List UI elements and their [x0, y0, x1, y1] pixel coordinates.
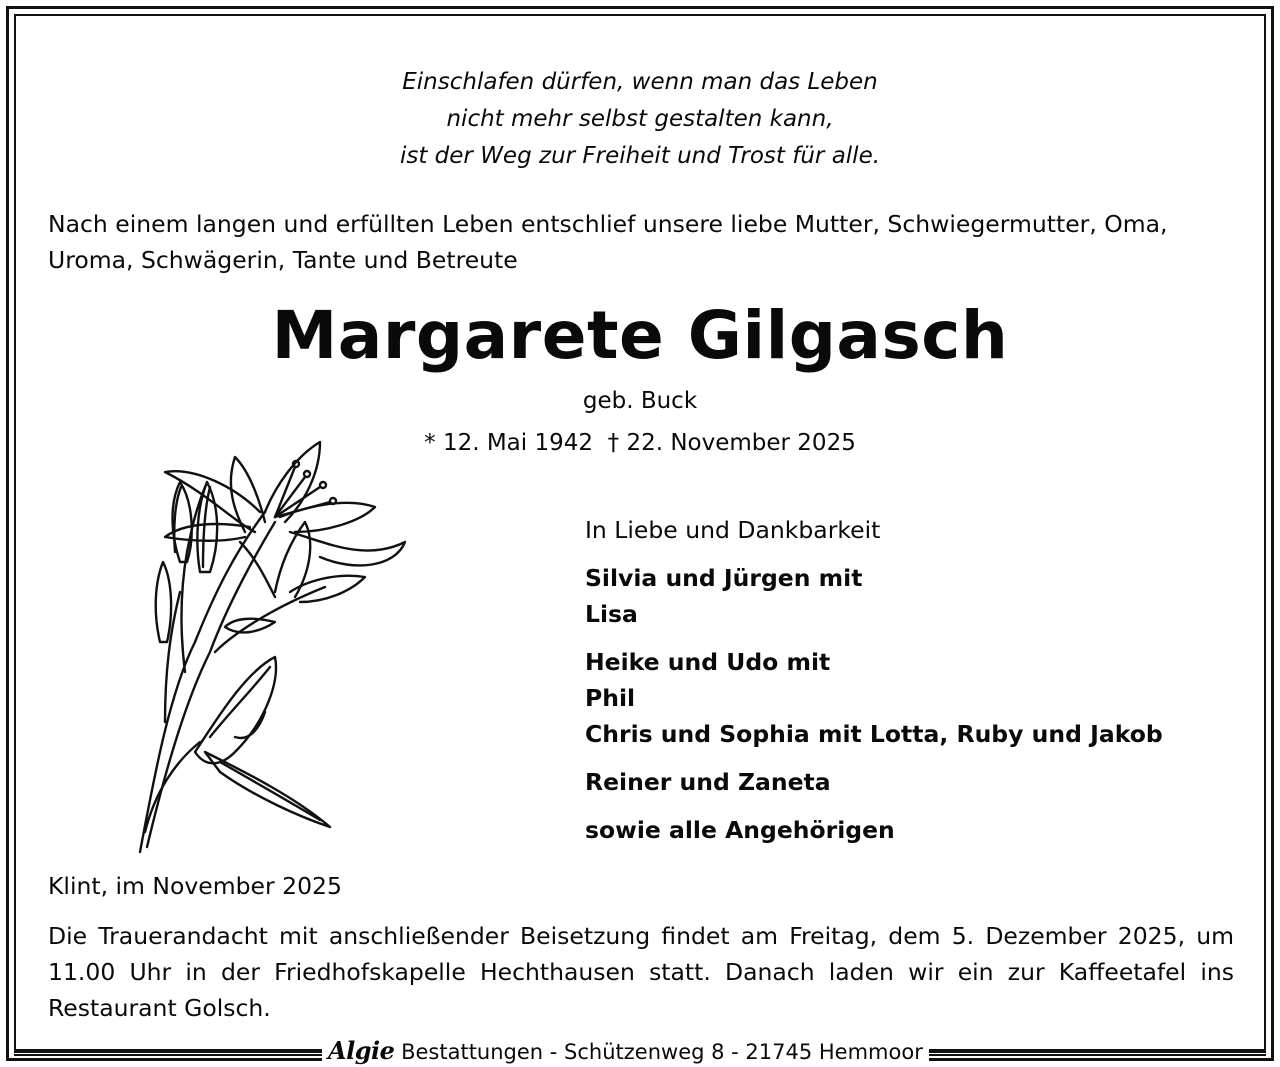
mourner-line: Silvia und Jürgen mit — [585, 564, 863, 592]
mourner-line: sowie alle Angehörigen — [585, 816, 895, 844]
mourners-lead: In Liebe und Dankbarkeit — [585, 516, 881, 544]
mourner-line: Chris und Sophia mit Lotta, Ruby und Jakob — [585, 720, 1163, 748]
mourner-group — [585, 644, 1235, 752]
funeral-notice: Die Trauerandacht mit anschließender Beisetzung findet am Freitag, dem 5. Dezember 2025, um 11.00 Uhr in der Friedhofskapelle Hechthausen statt. Danach laden wir ein zur Kaffeetafel ins Restaurant Golsch. — [48, 922, 1234, 1022]
mourners-block — [585, 512, 1235, 860]
motto-line: ist der Weg zur Freiheit und Trost für alle. — [399, 143, 881, 169]
mourner-line: Heike und Udo mit — [585, 648, 831, 676]
mourner-line: Lisa — [585, 600, 638, 628]
mourner-group — [585, 764, 1235, 800]
mourner-group — [585, 812, 1235, 848]
place-date: Klint, im November 2025 — [48, 872, 342, 900]
motto-quote — [0, 64, 1280, 175]
birth-date: * 12. Mai 1942 — [424, 430, 594, 456]
intro-text: Nach einem langen und erfüllten Leben entschlief unsere liebe Mutter, Schwiegermutter, Oma, Uroma, Schwägerin, Tante und Betreute — [48, 210, 1168, 274]
mourner-line: Phil — [585, 684, 636, 712]
mourner-group — [585, 560, 1235, 632]
undertaker-address: Bestattungen - Schützenweg 8 - 21745 Hemmoor — [401, 1040, 923, 1064]
undertaker-logo: Algie — [328, 1036, 395, 1065]
deceased-name: Margarete Gilgasch — [271, 297, 1009, 374]
undertaker-footer — [322, 1036, 929, 1067]
motto-line: Einschlafen dürfen, wenn man das Leben — [402, 69, 878, 95]
lily-flower-illustration — [125, 392, 425, 862]
maiden-name: geb. Buck — [582, 388, 698, 414]
death-date: † 22. November 2025 — [607, 430, 856, 456]
motto-line: nicht mehr selbst gestalten kann, — [446, 106, 834, 132]
mourner-line: Reiner und Zaneta — [585, 768, 831, 796]
